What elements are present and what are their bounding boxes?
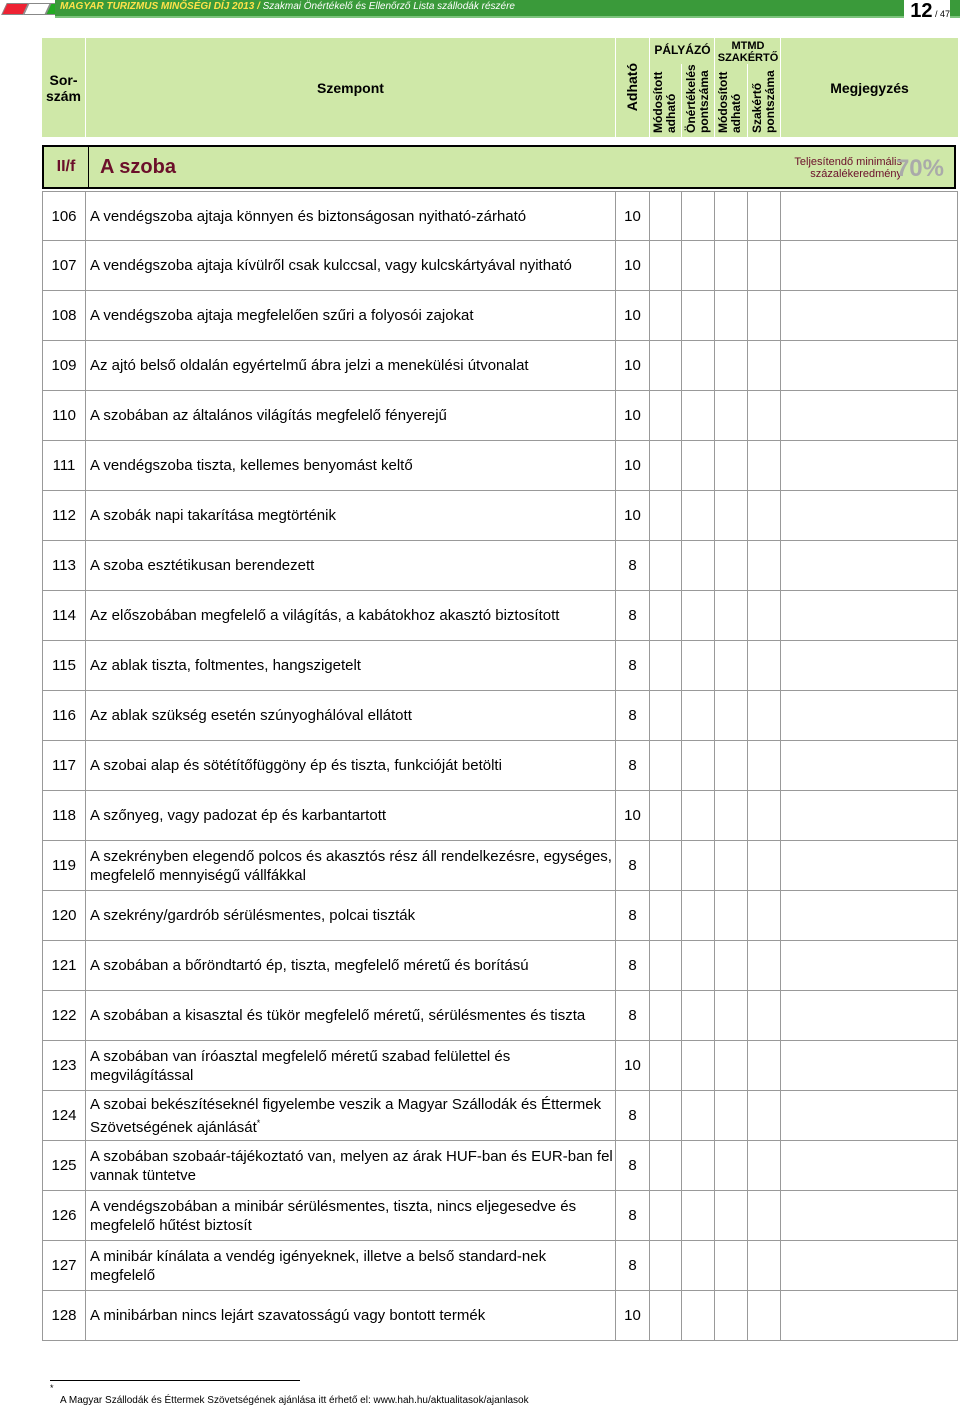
onertekeles-cell[interactable] (682, 1291, 715, 1340)
row-criterion: A szobában a bőröndtartó ép, tiszta, megfelelő méretű és borítású (86, 941, 616, 990)
onertekeles-cell[interactable] (682, 941, 715, 990)
row-max-points: 8 (616, 1191, 650, 1240)
table-row (42, 741, 958, 791)
megjegyzes-cell[interactable] (781, 591, 958, 640)
row-number: 124 (42, 1091, 86, 1140)
row-max-points: 8 (616, 591, 650, 640)
table-row (42, 341, 958, 391)
header-megjegyzes: Megjegyzés (830, 79, 909, 96)
row-max-points: 10 (616, 192, 650, 240)
table-row (42, 541, 958, 591)
footnote-mark: * (50, 1383, 54, 1393)
row-number: 112 (42, 491, 86, 540)
section-required-percent: 70% (895, 155, 944, 182)
row-criterion: A szobák napi takarítása megtörténik (86, 491, 616, 540)
palyazo-modositott-cell[interactable] (650, 1191, 682, 1240)
section-code: II/f (44, 147, 89, 187)
row-criterion: Az ablak tiszta, foltmentes, hangszigetelt (86, 641, 616, 690)
palyazo-modositott-cell[interactable] (650, 841, 682, 890)
palyazo-modositott-cell[interactable] (650, 691, 682, 740)
onertekeles-cell[interactable] (682, 541, 715, 590)
row-number: 116 (42, 691, 86, 740)
mtmd-modositott-cell[interactable] (715, 391, 748, 440)
row-max-points: 8 (616, 1241, 650, 1290)
row-criterion: A vendégszobában a minibár sérülésmentes, tiszta, nincs eljegesedve és megfelelő hűtést biztosít (86, 1191, 616, 1240)
header-palyazo-modositott: Módosított adható (650, 64, 682, 137)
palyazo-modositott-cell[interactable] (650, 741, 682, 790)
megjegyzes-cell[interactable] (781, 1291, 958, 1340)
row-criterion: A szobában szobaár-tájékoztató van, melyen az árak HUF-ban és EUR-ban fel vannak tüntetve (86, 1141, 616, 1190)
row-max-points: 8 (616, 891, 650, 940)
megjegyzes-cell[interactable] (781, 941, 958, 990)
palyazo-modositott-cell[interactable] (650, 1041, 682, 1090)
megjegyzes-cell[interactable] (781, 541, 958, 590)
row-number: 123 (42, 1041, 86, 1090)
row-max-points: 10 (616, 341, 650, 390)
szakerto-pontszam-cell[interactable] (748, 241, 781, 290)
row-number: 128 (42, 1291, 86, 1340)
mtmd-modositott-cell[interactable] (715, 791, 748, 840)
mtmd-modositott-cell[interactable] (715, 891, 748, 940)
page-number: 12 / 47 (904, 0, 950, 24)
table-row (42, 1191, 958, 1241)
megjegyzes-cell[interactable] (781, 1041, 958, 1090)
row-max-points: 10 (616, 1041, 650, 1090)
table-row (42, 891, 958, 941)
row-criterion: A szobai bekészítéseknél figyelembe veszik a Magyar Szállodák és Éttermek Szövetségének ajánlását* (86, 1091, 616, 1140)
szakerto-pontszam-cell[interactable] (748, 791, 781, 840)
szakerto-pontszam-cell[interactable] (748, 591, 781, 640)
onertekeles-cell[interactable] (682, 691, 715, 740)
szakerto-pontszam-cell[interactable] (748, 641, 781, 690)
onertekeles-cell[interactable] (682, 891, 715, 940)
mtmd-modositott-cell[interactable] (715, 241, 748, 290)
row-max-points: 8 (616, 641, 650, 690)
table-row (42, 191, 958, 241)
onertekeles-cell[interactable] (682, 1141, 715, 1190)
palyazo-modositott-cell[interactable] (650, 891, 682, 940)
mtmd-modositott-cell[interactable] (715, 491, 748, 540)
mtmd-modositott-cell[interactable] (715, 1291, 748, 1340)
row-criterion: A szekrény/gardrób sérülésmentes, polcai tiszták (86, 891, 616, 940)
row-max-points: 10 (616, 791, 650, 840)
row-max-points: 10 (616, 391, 650, 440)
row-max-points: 10 (616, 241, 650, 290)
mtmd-modositott-cell[interactable] (715, 641, 748, 690)
megjegyzes-cell[interactable] (781, 441, 958, 490)
mtmd-modositott-cell[interactable] (715, 1041, 748, 1090)
table-row (42, 1241, 958, 1291)
row-max-points: 8 (616, 1141, 650, 1190)
megjegyzes-cell[interactable] (781, 1141, 958, 1190)
table-row (42, 391, 958, 441)
megjegyzes-cell[interactable] (781, 192, 958, 240)
row-max-points: 10 (616, 441, 650, 490)
row-max-points: 10 (616, 1291, 650, 1340)
row-criterion: Az előszobában megfelelő a világítás, a kabátokhoz akasztó biztosított (86, 591, 616, 640)
table-row (42, 1041, 958, 1091)
megjegyzes-cell[interactable] (781, 741, 958, 790)
row-criterion: A szőnyeg, vagy padozat ép és karbantartott (86, 791, 616, 840)
row-max-points: 10 (616, 491, 650, 540)
szakerto-pontszam-cell[interactable] (748, 441, 781, 490)
header-palyazo: PÁLYÁZÓ (654, 43, 711, 57)
row-max-points: 10 (616, 291, 650, 340)
row-criterion: A vendégszoba ajtaja megfelelően szűri a folyosói zajokat (86, 291, 616, 340)
row-criterion: A szobában van íróasztal megfelelő méretű szabad felülettel és megvilágítással (86, 1041, 616, 1090)
palyazo-modositott-cell[interactable] (650, 541, 682, 590)
table-row (42, 691, 958, 741)
szakerto-pontszam-cell[interactable] (748, 941, 781, 990)
row-criterion: A vendégszoba tiszta, kellemes benyomást keltő (86, 441, 616, 490)
onertekeles-cell[interactable] (682, 641, 715, 690)
row-number: 125 (42, 1141, 86, 1190)
megjegyzes-cell[interactable] (781, 991, 958, 1040)
row-number: 111 (42, 441, 86, 490)
mtmd-modositott-cell[interactable] (715, 1091, 748, 1140)
palyazo-modositott-cell[interactable] (650, 341, 682, 390)
row-criterion: A szobában a kisasztal és tükör megfelelő méretű, sérülésmentes és tiszta (86, 991, 616, 1040)
section-requirement-label: Teljesítendő minimális százalékeredmény (794, 156, 902, 180)
footnote-text: A Magyar Szállodák és Éttermek Szövetségének ajánlása itt érhető el: www.hah.hu/aktualitasok/ajanlasok (60, 1395, 529, 1406)
top-banner (0, 0, 960, 24)
onertekeles-cell[interactable] (682, 391, 715, 440)
mtmd-modositott-cell[interactable] (715, 741, 748, 790)
megjegyzes-cell[interactable] (781, 291, 958, 340)
header-palyazo-onertekeles: Önértékelés pontszáma (683, 64, 711, 133)
mtmd-modositott-cell[interactable] (715, 941, 748, 990)
row-number: 118 (42, 791, 86, 840)
row-number: 119 (42, 841, 86, 890)
szakerto-pontszam-cell[interactable] (748, 1191, 781, 1240)
palyazo-modositott-cell[interactable] (650, 1091, 682, 1140)
palyazo-modositott-cell[interactable] (650, 491, 682, 540)
row-number: 107 (42, 241, 86, 290)
onertekeles-cell[interactable] (682, 1041, 715, 1090)
table-row (42, 1141, 958, 1191)
onertekeles-cell[interactable] (682, 841, 715, 890)
criteria-table (42, 191, 958, 1341)
megjegyzes-cell[interactable] (781, 1241, 958, 1290)
szakerto-pontszam-cell[interactable] (748, 1091, 781, 1140)
row-max-points: 8 (616, 841, 650, 890)
palyazo-modositott-cell[interactable] (650, 591, 682, 640)
table-row (42, 991, 958, 1041)
table-row (42, 291, 958, 341)
mtmd-modositott-cell[interactable] (715, 541, 748, 590)
palyazo-modositott-cell[interactable] (650, 192, 682, 240)
row-max-points: 8 (616, 1091, 650, 1140)
onertekeles-cell[interactable] (682, 591, 715, 640)
palyazo-modositott-cell[interactable] (650, 391, 682, 440)
mtmd-modositott-cell[interactable] (715, 341, 748, 390)
section-title: A szoba (100, 156, 176, 178)
megjegyzes-cell[interactable] (781, 891, 958, 940)
row-criterion: A minibárban nincs lejárt szavatosságú vagy bontott termék (86, 1291, 616, 1340)
onertekeles-cell[interactable] (682, 291, 715, 340)
row-number: 120 (42, 891, 86, 940)
footnote-reference: * (256, 1117, 261, 1128)
header-palyazo-group (650, 38, 715, 137)
header-sorszam: Sor-szám (42, 38, 86, 137)
row-number: 108 (42, 291, 86, 340)
onertekeles-cell[interactable] (682, 1241, 715, 1290)
table-row (42, 241, 958, 291)
table-row (42, 641, 958, 691)
megjegyzes-cell[interactable] (781, 641, 958, 690)
palyazo-modositott-cell[interactable] (650, 641, 682, 690)
palyazo-modositott-cell[interactable] (650, 991, 682, 1040)
palyazo-modositott-cell[interactable] (650, 1291, 682, 1340)
mtmd-modositott-cell[interactable] (715, 192, 748, 240)
mtmd-modositott-cell[interactable] (715, 591, 748, 640)
szakerto-pontszam-cell[interactable] (748, 1141, 781, 1190)
footnote-divider (50, 1380, 300, 1381)
header-mtmd-modositott: Módosított adható (715, 64, 748, 137)
palyazo-modositott-cell[interactable] (650, 941, 682, 990)
row-number: 109 (42, 341, 86, 390)
palyazo-modositott-cell[interactable] (650, 291, 682, 340)
megjegyzes-cell[interactable] (781, 241, 958, 290)
table-row (42, 941, 958, 991)
szakerto-pontszam-cell[interactable] (748, 391, 781, 440)
szakerto-pontszam-cell[interactable] (748, 691, 781, 740)
mtmd-modositott-cell[interactable] (715, 991, 748, 1040)
szakerto-pontszam-cell[interactable] (748, 841, 781, 890)
banner-subtitle: Szakmai Önértékelő és Ellenőrző Lista szállodák részére (262, 1, 515, 12)
szakerto-pontszam-cell[interactable] (748, 341, 781, 390)
header-mtmd-group (715, 38, 781, 137)
palyazo-modositott-cell[interactable] (650, 241, 682, 290)
row-number: 110 (42, 391, 86, 440)
row-number: 113 (42, 541, 86, 590)
header-szempont: Szempont (86, 38, 616, 137)
row-number: 127 (42, 1241, 86, 1290)
row-number: 126 (42, 1191, 86, 1240)
row-number: 117 (42, 741, 86, 790)
header-adhato: Adható (616, 38, 650, 137)
row-number: 106 (42, 192, 86, 240)
megjegyzes-cell[interactable] (781, 791, 958, 840)
section-bar (42, 145, 956, 189)
row-criterion: A szekrényben elegendő polcos és akasztós rész áll rendelkezésre, egységes, megfelelő mennyiségű vállfákkal (86, 841, 616, 890)
row-criterion: Az ablak szükség esetén szúnyoghálóval ellátott (86, 691, 616, 740)
table-row (42, 1091, 958, 1141)
table-row (42, 591, 958, 641)
table-row (42, 791, 958, 841)
table-row (42, 491, 958, 541)
row-criterion: A szobában az általános világítás megfelelő fényerejű (86, 391, 616, 440)
szakerto-pontszam-cell[interactable] (748, 541, 781, 590)
onertekeles-cell[interactable] (682, 1091, 715, 1140)
banner-title: MAGYAR TURIZMUS MINŐSÉGI DÍJ 2013 / Szakmai Önértékelő és Ellenőrző Lista szállodák részére (60, 1, 515, 12)
onertekeles-cell[interactable] (682, 441, 715, 490)
table-row (42, 841, 958, 891)
megjegyzes-cell[interactable] (781, 341, 958, 390)
onertekeles-cell[interactable] (682, 241, 715, 290)
onertekeles-cell[interactable] (682, 491, 715, 540)
megjegyzes-cell[interactable] (781, 841, 958, 890)
header-mtmd-szakerto: Szakértő pontszáma (749, 70, 777, 133)
mtmd-modositott-cell[interactable] (715, 841, 748, 890)
szakerto-pontszam-cell[interactable] (748, 491, 781, 540)
row-max-points: 8 (616, 741, 650, 790)
onertekeles-cell[interactable] (682, 791, 715, 840)
szakerto-pontszam-cell[interactable] (748, 1041, 781, 1090)
row-max-points: 8 (616, 941, 650, 990)
row-criterion: A szoba esztétikusan berendezett (86, 541, 616, 590)
onertekeles-cell[interactable] (682, 991, 715, 1040)
szakerto-pontszam-cell[interactable] (748, 1291, 781, 1340)
mtmd-modositott-cell[interactable] (715, 291, 748, 340)
szakerto-pontszam-cell[interactable] (748, 891, 781, 940)
row-number: 122 (42, 991, 86, 1040)
row-number: 121 (42, 941, 86, 990)
row-number: 114 (42, 591, 86, 640)
mtmd-modositott-cell[interactable] (715, 1191, 748, 1240)
onertekeles-cell[interactable] (682, 341, 715, 390)
onertekeles-cell[interactable] (682, 1191, 715, 1240)
szakerto-pontszam-cell[interactable] (748, 291, 781, 340)
row-criterion: A szobai alap és sötétítőfüggöny ép és tiszta, funkcióját betölti (86, 741, 616, 790)
row-criterion: A minibár kínálata a vendég igényeknek, illetve a belső standard-nek megfelelő (86, 1241, 616, 1290)
szakerto-pontszam-cell[interactable] (748, 741, 781, 790)
mtmd-modositott-cell[interactable] (715, 691, 748, 740)
mtmd-modositott-cell[interactable] (715, 441, 748, 490)
megjegyzes-cell[interactable] (781, 491, 958, 540)
palyazo-modositott-cell[interactable] (650, 1141, 682, 1190)
palyazo-modositott-cell[interactable] (650, 791, 682, 840)
row-max-points: 8 (616, 541, 650, 590)
table-row (42, 441, 958, 491)
szakerto-pontszam-cell[interactable] (748, 991, 781, 1040)
megjegyzes-cell[interactable] (781, 691, 958, 740)
szakerto-pontszam-cell[interactable] (748, 192, 781, 240)
onertekeles-cell[interactable] (682, 741, 715, 790)
row-number: 115 (42, 641, 86, 690)
onertekeles-cell[interactable] (682, 192, 715, 240)
header-mtmd: MTMD SZAKÉRTŐ (717, 40, 779, 64)
megjegyzes-cell[interactable] (781, 1191, 958, 1240)
palyazo-modositott-cell[interactable] (650, 441, 682, 490)
megjegyzes-cell[interactable] (781, 391, 958, 440)
palyazo-modositott-cell[interactable] (650, 1241, 682, 1290)
mtmd-modositott-cell[interactable] (715, 1241, 748, 1290)
row-max-points: 8 (616, 691, 650, 740)
szakerto-pontszam-cell[interactable] (748, 1241, 781, 1290)
mtmd-modositott-cell[interactable] (715, 1141, 748, 1190)
table-row (42, 1291, 958, 1341)
table-header (42, 38, 958, 137)
row-criterion: A vendégszoba ajtaja könnyen és biztonságosan nyitható-zárható (86, 192, 616, 240)
row-criterion: Az ajtó belső oldalán egyértelmű ábra jelzi a menekülési útvonalat (86, 341, 616, 390)
row-max-points: 8 (616, 991, 650, 1040)
row-criterion: A vendégszoba ajtaja kívülről csak kulccsal, vagy kulcskártyával nyitható (86, 241, 616, 290)
megjegyzes-cell[interactable] (781, 1091, 958, 1140)
